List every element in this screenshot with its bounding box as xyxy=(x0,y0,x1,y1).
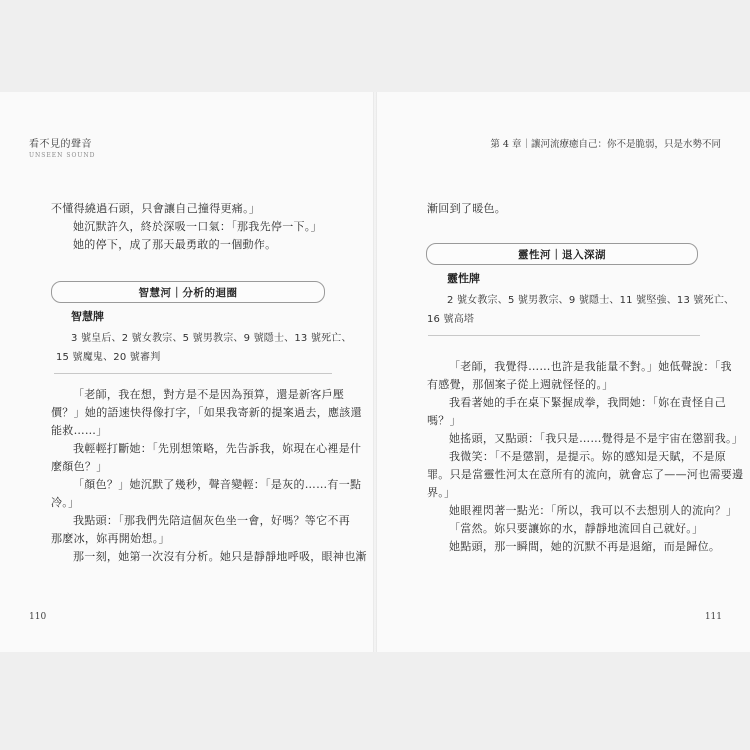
body-line: 她點頭，那一瞬間，她的沉默不再是退縮，而是歸位。 xyxy=(449,540,721,553)
body-line: 麼顏色？」 xyxy=(51,460,108,473)
card-title: 靈性牌 xyxy=(447,272,480,285)
section-title-wisdom: 智慧河｜分析的迴圈 xyxy=(51,281,325,303)
body-line: 「老師，我覺得……也許是我能量不對。」她低聲說：「我 xyxy=(449,360,732,373)
card-line: 15 號魔鬼、20 號審判 xyxy=(56,352,161,363)
body-line: 她眼裡閃著一點光：「所以，我可以不去想別人的流向？」 xyxy=(449,504,738,517)
opening-line: 漸回到了暖色。 xyxy=(427,202,507,215)
body-line: 冷。」 xyxy=(51,496,80,509)
opening-line: 她的停下，成了那天最勇敢的一個動作。 xyxy=(73,238,277,251)
page-number: 111 xyxy=(704,612,722,622)
left-opening xyxy=(51,200,322,254)
body-line: 那一刻，她第一次沒有分析。她只是靜靜地呼吸，眼神也漸 xyxy=(73,550,367,563)
running-header: 第 4 章｜讓河流療癒自己：你不是脆弱，只是水勢不同 xyxy=(490,139,721,150)
body-line: 有感覺，那個案子從上週就怪怪的。」 xyxy=(427,378,614,391)
body-line: 「當然。妳只要讓妳的水，靜靜地流回自己就好。」 xyxy=(449,522,704,535)
body-line: 她搖頭，又點頭：「我只是……覺得是不是宇宙在懲罰我。」 xyxy=(449,432,744,445)
running-subtitle: UNSEEN SOUND xyxy=(29,152,96,159)
body-line: 我點頭：「那我們先陪這個灰色坐一會，好嗎？等它不再 xyxy=(73,514,350,527)
body-line: 那麼冰，妳再開始想。」 xyxy=(51,532,170,545)
body-line: 嗎？」 xyxy=(427,414,461,427)
body-line: 我輕輕打斷她：「先別想策略，先告訴我，妳現在心裡是什 xyxy=(73,442,362,455)
card-title: 智慧牌 xyxy=(71,310,104,323)
page-number: 110 xyxy=(29,612,47,622)
body-line: 我微笑：「不是懲罰，是提示。妳的感知是天賦，不是原 xyxy=(449,450,726,463)
divider xyxy=(54,373,332,374)
body-line: 界。」 xyxy=(427,486,456,499)
book-spread xyxy=(0,92,750,652)
body-line: 「顏色？」她沉默了幾秒，聲音變輕：「是灰的……有一點 xyxy=(73,478,362,491)
opening-line: 不懂得繞過石頭，只會讓自己撞得更痛。」 xyxy=(51,202,261,215)
body-line: 能救……」 xyxy=(51,424,108,437)
right-page xyxy=(376,92,750,652)
left-page xyxy=(0,92,374,652)
card-line: 3 號皇后、2 號女教宗、5 號男教宗、9 號隱士、13 號死亡、 xyxy=(71,333,352,344)
section-title-spirit: 靈性河｜退入深湖 xyxy=(426,243,698,265)
right-opening xyxy=(427,200,506,218)
card-line: 16 號高塔 xyxy=(427,314,475,325)
left-body xyxy=(51,386,367,566)
right-body xyxy=(427,358,743,556)
body-line: 罪。只是當靈性河太在意所有的流向，就會忘了——河也需要邊 xyxy=(427,468,744,481)
divider xyxy=(428,335,700,336)
opening-line: 她沉默許久，終於深吸一口氣：「那我先停一下。」 xyxy=(73,220,322,233)
running-title: 看不見的聲音 xyxy=(29,139,92,150)
body-line: 「老師，我在想，對方是不是因為預算，還是新客戶壓 xyxy=(73,388,345,401)
body-line: 價？」她的語速快得像打字，「如果我寄新的提案過去，應該還 xyxy=(51,406,362,419)
body-line: 我看著她的手在桌下緊握成拳，我問她：「妳在責怪自己 xyxy=(449,396,726,409)
card-line: 2 號女教宗、5 號男教宗、9 號隱士、11 號堅強、13 號死亡、 xyxy=(447,295,735,306)
